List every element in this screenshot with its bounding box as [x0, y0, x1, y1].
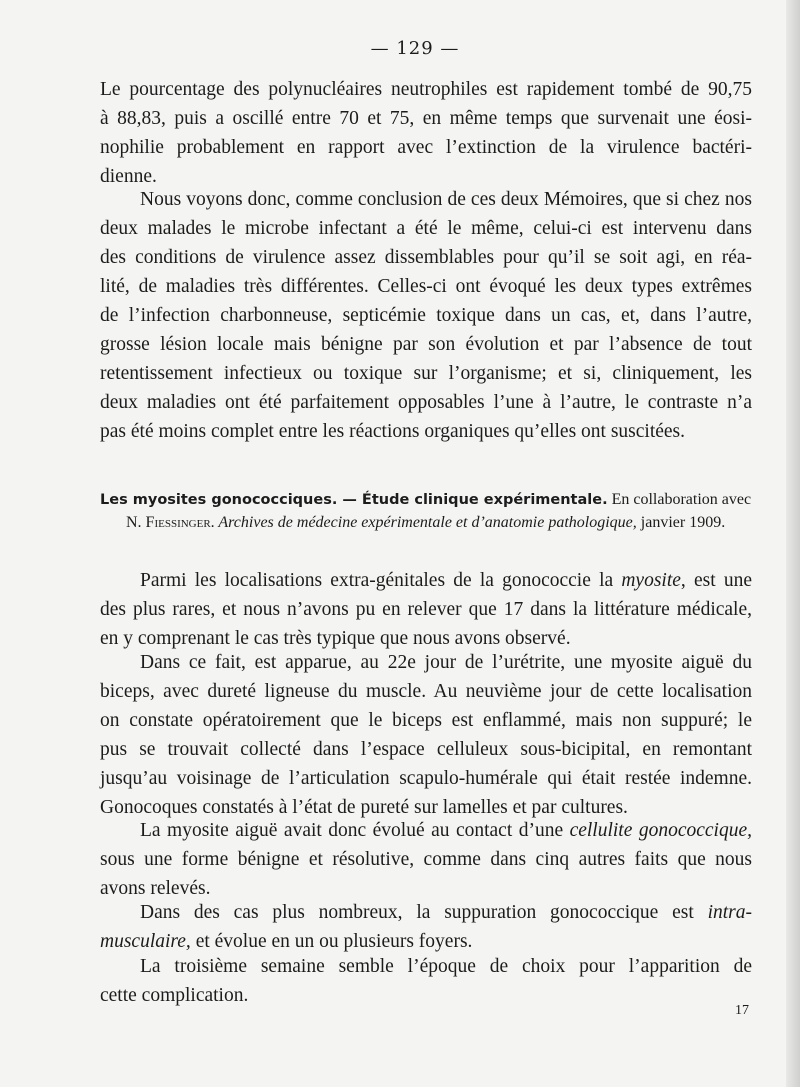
- page-number: — 129 —: [370, 38, 460, 59]
- text-line: [100, 898, 752, 927]
- text-line: Nous voyons donc, comme conclusion de ces deux Mémoires, que si chez nos: [140, 189, 752, 210]
- text-line: grosse lésion locale mais bénigne par son évolution et par l’absence de tout: [100, 334, 752, 355]
- paragraph-3: [100, 566, 752, 653]
- signature-mark: 17: [735, 1003, 749, 1018]
- text-line: [100, 816, 752, 845]
- heading-title: Les myosites gonococciques. — Étude clinique expérimentale.: [100, 492, 608, 508]
- text-line: à 88,83, puis a oscillé entre 70 et 75, en même temps que survenait une éosi-: [100, 108, 752, 129]
- text-run: Dans des cas plus nombreux, la suppuration gonococcique est: [140, 902, 708, 923]
- text-line: pus se trouvait collecté dans l’espace celluleux sous-bicipital, en remontant: [100, 739, 752, 760]
- text-line: avons relevés.: [100, 878, 211, 899]
- text-line: deux maladies ont été parfaitement opposables l’une à l’autre, le contraste n’a: [100, 392, 752, 413]
- text-line: sous une forme bénigne et résolutive, comme dans cinq autres faits que nous: [100, 849, 752, 870]
- text-line: en y comprenant le cas très typique que nous avons observé.: [100, 628, 571, 649]
- text-line: on constate opératoirement que le biceps est enflammé, mais non suppuré; le: [100, 710, 752, 731]
- paragraph-4: [100, 648, 752, 822]
- text-line: Dans ce fait, est apparue, au 22e jour de l’urétrite, une myosite aiguë du: [140, 652, 752, 673]
- text-line: Gonocoques constatés à l’état de pureté sur lamelles et par cultures.: [100, 797, 628, 818]
- heading-date: janvier 1909.: [636, 514, 726, 531]
- text-run: Parmi les localisations extra-génitales de la gonococcie la: [140, 570, 622, 591]
- paragraph-7: [100, 952, 752, 1010]
- text-line: nophilie probablement en rapport avec l’extinction de la virulence bactéri-: [100, 137, 752, 158]
- heading-collaboration: En collaboration avec: [607, 491, 752, 508]
- paragraph-5: [100, 816, 752, 903]
- paragraph-1: [100, 75, 752, 191]
- text-line: deux malades le microbe infectant a été le même, celui-ci est intervenu dans: [100, 218, 752, 239]
- section-heading: [100, 488, 752, 534]
- text-line: jusqu’au voisinage de l’articulation scapulo-humérale qui était restée indemne.: [100, 768, 752, 789]
- page-gutter-shadow: [786, 0, 800, 1087]
- paragraph-2: [100, 185, 752, 446]
- text-line: retentissement infectieux ou toxique sur l’organisme; et si, cliniquement, les: [100, 363, 752, 384]
- text-line: [100, 566, 752, 595]
- text-line: biceps, avec dureté ligneuse du muscle. Au neuvième jour de cette localisation: [100, 681, 752, 702]
- text-line: des plus rares, et nous n’avons pu en relever que 17 dans la littérature médicale,: [100, 599, 752, 620]
- italic-term: myosite: [621, 570, 681, 591]
- text-line: dienne.: [100, 166, 157, 187]
- text-run: La myosite aiguë avait donc évolué au contact d’une: [140, 820, 570, 841]
- text-line: de l’infection charbonneuse, septicémie toxique dans un cas, et, dans l’autre,: [100, 305, 752, 326]
- heading-journal: Archives de médecine expérimentale et d’anatomie pathologique,: [214, 514, 637, 531]
- text-run: , est une: [680, 570, 752, 591]
- italic-term: musculaire,: [100, 931, 191, 952]
- paragraph-6: [100, 898, 752, 956]
- text-run: et évolue en un ou plusieurs foyers.: [190, 931, 473, 952]
- italic-term: cellulite gonococcique,: [569, 820, 752, 841]
- heading-line-2: [100, 511, 752, 534]
- text-line: cette complication.: [100, 985, 249, 1006]
- heading-line-1: [100, 488, 752, 511]
- text-line: des conditions de virulence assez dissemblables pour qu’il se soit agi, en réa-: [100, 247, 752, 268]
- italic-term: intra-: [707, 902, 752, 923]
- text-line: Le pourcentage des polynucléaires neutrophiles est rapidement tombé de 90,75: [100, 79, 752, 100]
- text-line: lité, de maladies très différentes. Celles-ci ont évoqué les deux types extrêmes: [100, 276, 752, 297]
- heading-author: N. Fiessinger.: [126, 514, 215, 531]
- text-line: La troisième semaine semble l’époque de choix pour l’apparition de: [140, 956, 752, 977]
- text-line: pas été moins complet entre les réactions organiques qu’elles ont suscitées.: [100, 421, 686, 442]
